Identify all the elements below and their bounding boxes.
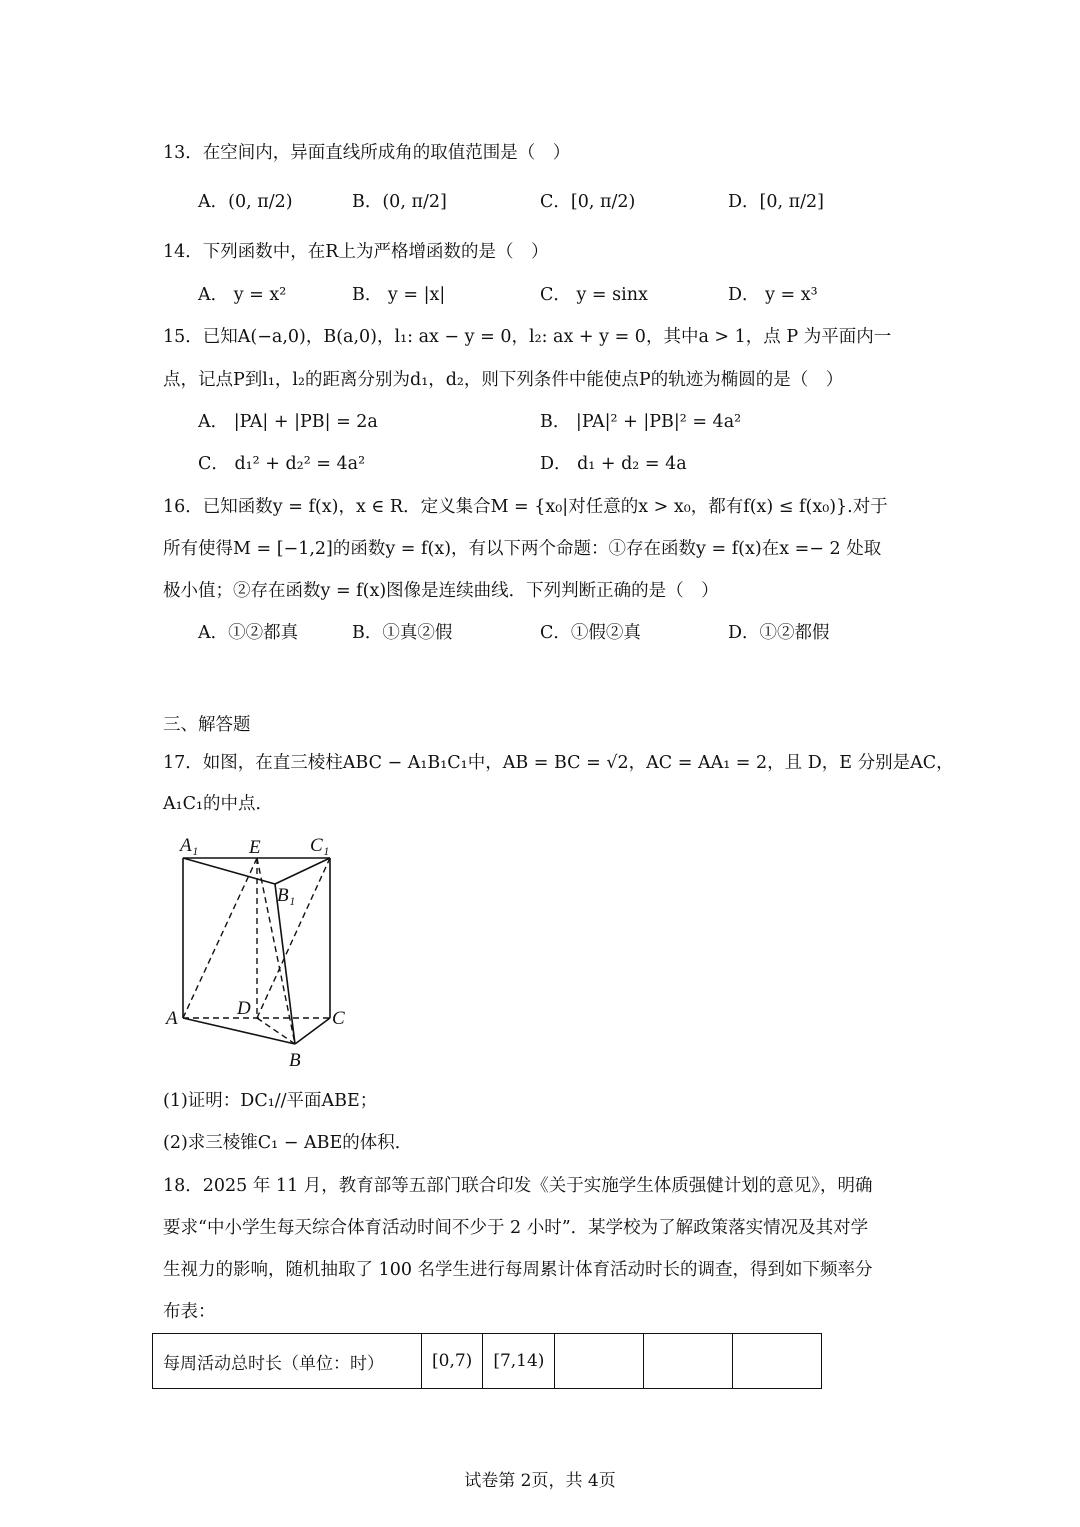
prism-figure — [160, 826, 370, 1076]
table-cell — [555, 1334, 644, 1389]
q13-stem: 13．在空间内，异面直线所成角的取值范围是（ ） — [163, 143, 571, 163]
q14-option-d: D． y = x³ — [728, 285, 818, 305]
table-header-cell: 每周活动总时长（单位：时） — [153, 1334, 422, 1389]
table-cell — [733, 1334, 822, 1389]
page-footer: 试卷第 2页，共 4页 — [464, 1471, 616, 1491]
q17-line1: 17．如图，在直三棱柱ABC − A₁B₁C₁中，AB = BC = √2，AC = AA₁ = 2，且 D，E 分别是AC， — [163, 753, 954, 773]
q13-option-c: C．[0, π/2) — [540, 192, 636, 212]
table-cell: [7,14) — [483, 1334, 555, 1389]
edge-bb1 — [275, 884, 295, 1044]
label-a1: A₁ — [180, 835, 199, 856]
edge-b1c1 — [275, 858, 330, 884]
q15-stem-line2: 点，记点P到l₁，l₂的距离分别为d₁，d₂，则下列条件中能使点P的轨迹为椭圆的是（ ） — [163, 370, 844, 390]
table-cell — [644, 1334, 733, 1389]
label-d: D — [237, 998, 251, 1019]
q14-option-c: C． y = sinx — [540, 285, 648, 305]
section-title: 三、解答题 — [163, 715, 251, 735]
label-a: A — [166, 1008, 178, 1029]
table-cell: [0,7) — [422, 1334, 483, 1389]
q18-line1: 18．2025 年 11 月，教育部等五部门联合印发《关于实施学生体质强健计划的意见》，明确 — [163, 1176, 873, 1196]
q13-option-d: D．[0, π/2] — [728, 192, 824, 212]
q16-line2: 所有使得M = [−1,2]的函数y = f(x)，有以下两个命题：①存在函数y = f(x)在x =− 2 处取 — [163, 539, 882, 559]
label-b: B — [289, 1050, 301, 1071]
table-row — [153, 1334, 822, 1389]
q13-option-a: A．(0, π/2) — [198, 192, 293, 212]
q15-option-c: C． d₁² + d₂² = 4a² — [198, 454, 366, 474]
q16-line1: 16．已知函数y = f(x)，x ∈ R．定义集合M = {x₀|对任意的x > x₀，都有f(x) ≤ f(x₀)}.对于 — [163, 497, 888, 517]
q16-option-c: C．①假②真 — [540, 623, 641, 643]
q14-stem: 14．下列函数中，在R上为严格增函数的是（ ） — [163, 242, 549, 262]
label-b1: B₁ — [277, 885, 296, 906]
q14-option-b: B． y = |x| — [352, 285, 446, 305]
edge-ab — [183, 1018, 295, 1044]
label-c1: C₁ — [310, 835, 330, 856]
q17-part2: (2)求三棱锥C₁ − ABE的体积． — [163, 1133, 413, 1153]
q16-option-b: B．①真②假 — [352, 623, 453, 643]
q15-stem-line1: 15．已知A(−a,0)，B(a,0)，l₁: ax − y = 0，l₂: ax + y = 0，其中a > 1，点 P 为平面内一 — [163, 327, 892, 347]
q15-option-d: D． d₁ + d₂ = 4a — [540, 454, 687, 474]
q13-option-b: B．(0, π/2] — [352, 192, 447, 212]
edge-bc — [295, 1018, 330, 1044]
q17-part1: (1)证明：DC₁//平面ABE； — [163, 1091, 378, 1111]
q14-option-a: A． y = x² — [198, 285, 287, 305]
q18-line3: 生视力的影响，随机抽取了 100 名学生进行每周累计体育活动时长的调查，得到如下频率分 — [163, 1260, 873, 1280]
q15-option-b: B． |PA|² + |PB|² = 4a² — [540, 412, 742, 432]
q15-option-a: A． |PA| + |PB| = 2a — [198, 412, 378, 432]
label-c: C — [332, 1008, 345, 1029]
frequency-table — [152, 1333, 822, 1389]
q17-line2: A₁C₁的中点． — [163, 794, 274, 814]
edge-ae — [183, 858, 257, 1018]
q16-line3: 极小值；②存在函数y = f(x)图像是连续曲线．下列判断正确的是（ ） — [163, 581, 719, 601]
q16-option-d: D．①②都假 — [728, 623, 830, 643]
q16-option-a: A．①②都真 — [198, 623, 299, 643]
q18-line4: 布表： — [163, 1302, 216, 1322]
q18-line2: 要求“中小学生每天综合体育活动时间不少于 2 小时”．某学校为了解政策落实情况及其对学 — [163, 1218, 869, 1238]
label-e: E — [249, 837, 261, 858]
